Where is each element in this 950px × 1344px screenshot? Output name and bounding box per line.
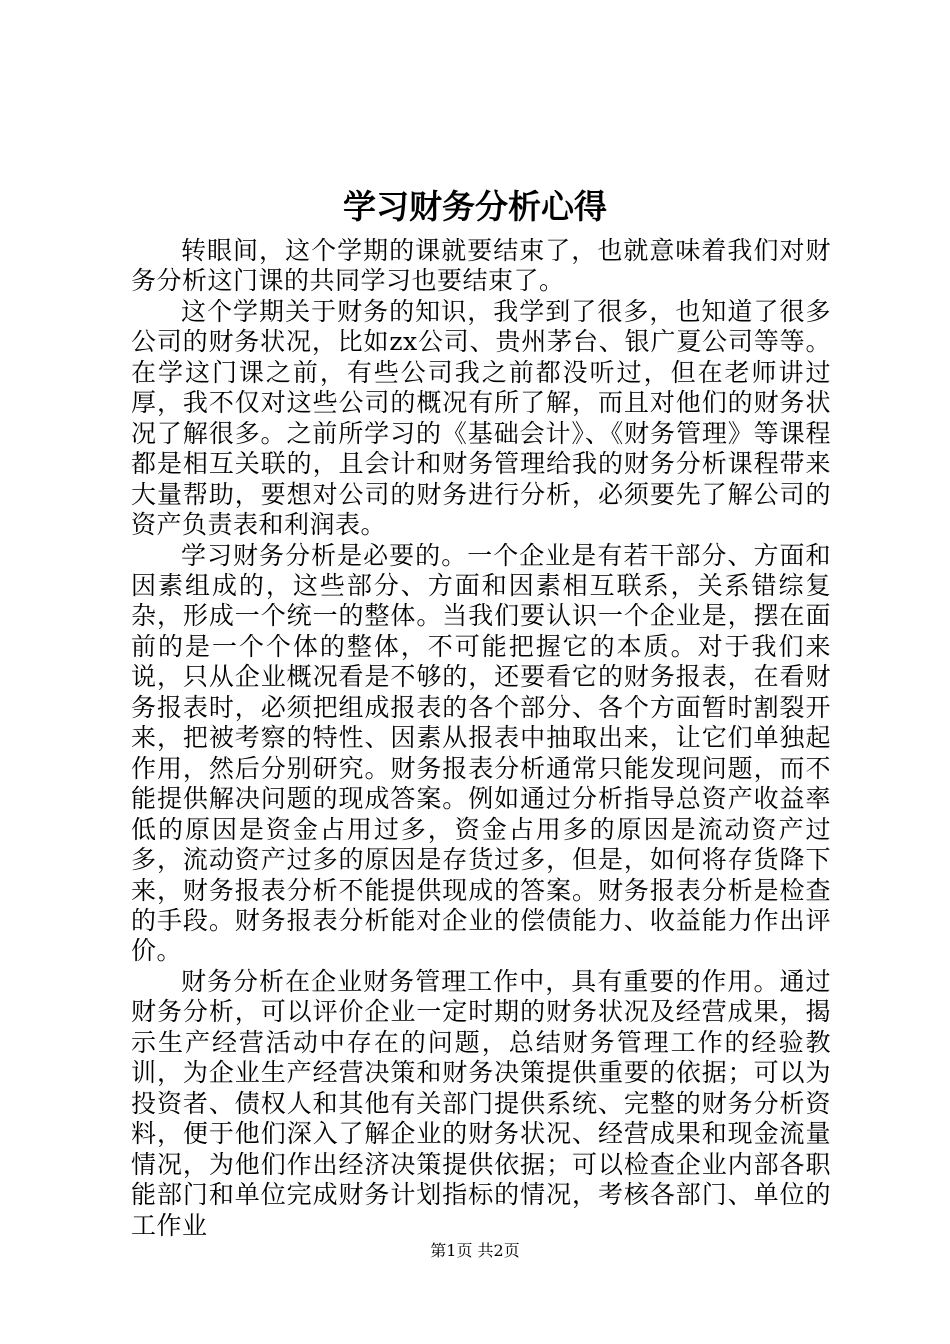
document-title: 学习财务分析心得 bbox=[343, 187, 607, 226]
paragraph-2: 这个学期关于财务的知识，我学到了很多，也知道了很多公司的财务状况，比如zx公司、贵州茅台、银广夏公司等等。在学这门课之前，有些公司我之前都没听过，但在老师讲过厚，我不仅对这些公司的概况有所了解，而且对他们的财务状况了解很多。之前所学习的《基础会计》、《财务管理》等课程都是相互关联的，且会计和财务管理给我的财务分析课程带来大量帮助，要想对公司的财务进行分析，必须要先了解公司的资产负责表和利润表。 bbox=[131, 296, 831, 540]
paragraph-1: 转眼间，这个学期的课就要结束了，也就意味着我们对财务分析这门课的共同学习也要结束了。 bbox=[131, 236, 831, 296]
paragraph-4: 财务分析在企业财务管理工作中，具有重要的作用。通过财务分析，可以评价企业一定时期的财务状况及经营成果，揭示生产经营活动中存在的问题，总结财务管理工作的经验教训，为企业生产经营决策和财务决策提供重要的依据；可以为投资者、债权人和其他有关部门提供系统、完整的财务分析资料，便于他们深入了解企业的财务状况、经营成果和现金流量情况，为他们作出经济决策提供依据；可以检查企业内部各职能部门和单位完成财务计划指标的情况，考核各部门、单位的工作业 bbox=[131, 966, 831, 1240]
paragraph-3: 学习财务分析是必要的。一个企业是有若干部分、方面和因素组成的，这些部分、方面和因素相互联系，关系错综复杂，形成一个统一的整体。当我们要认识一个企业是，摆在面前的是一个个体的整体，不可能把握它的本质。对于我们来说，只从企业概况看是不够的，还要看它的财务报表，在看财务报表时，必须把组成报表的各个部分、各个方面暂时割裂开来，把被考察的特性、因素从报表中抽取出来，让它们单独起作用，然后分别研究。财务报表分析通常只能发现问题，而不能提供解决问题的现成答案。例如通过分析指导总资产收益率低的原因是资金占用过多，资金占用多的原因是流动资产过多，流动资产过多的原因是存货过多，但是，如何将存货降下来，财务报表分析不能提供现成的答案。财务报表分析是检查的手段。财务报表分析能对企业的偿债能力、收益能力作出评价。 bbox=[131, 540, 831, 966]
document-body bbox=[131, 236, 831, 1241]
page-footer: 第1页 共2页 bbox=[430, 1241, 520, 1260]
